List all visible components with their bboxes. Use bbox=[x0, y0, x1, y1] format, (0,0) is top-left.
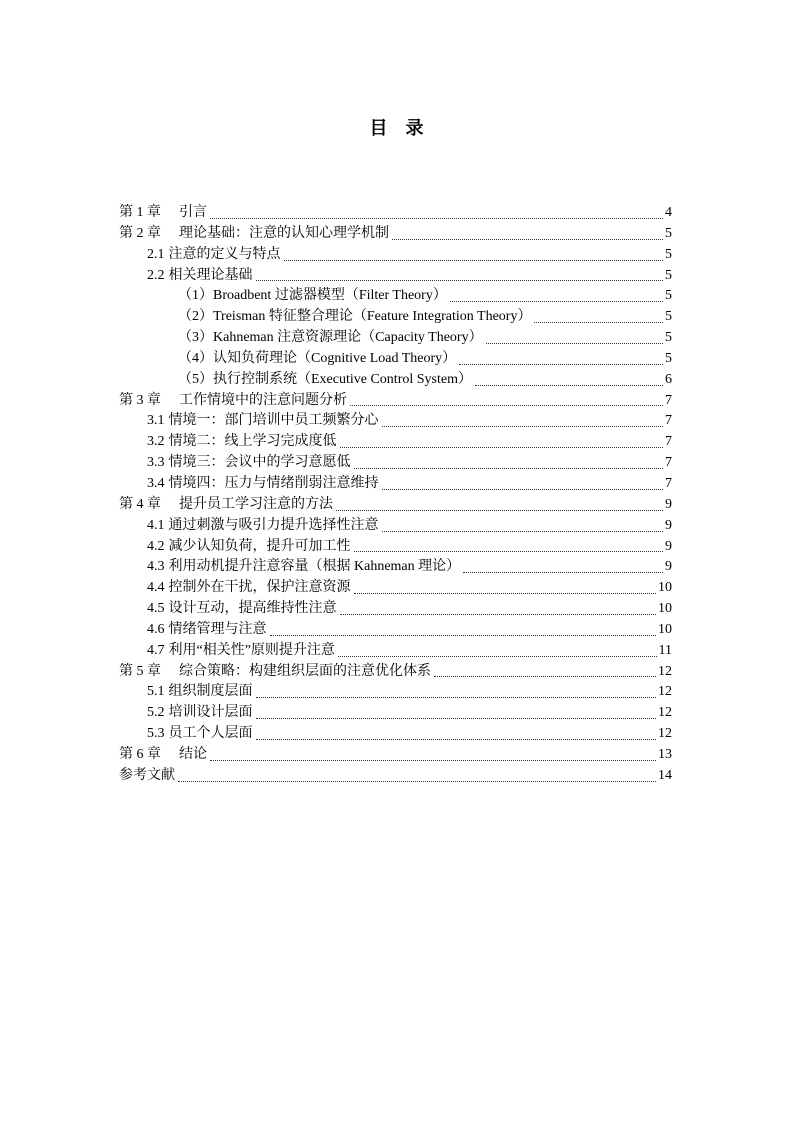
toc-entry[interactable] bbox=[119, 516, 672, 537]
dot-leader bbox=[350, 404, 663, 406]
toc-entry[interactable] bbox=[119, 474, 672, 495]
toc-entry-number: 5.1 bbox=[147, 684, 165, 700]
toc-entry-page: 14 bbox=[658, 767, 672, 783]
dot-leader bbox=[475, 384, 663, 386]
toc-entry[interactable] bbox=[119, 328, 672, 349]
toc-entry[interactable] bbox=[119, 370, 672, 391]
toc-entry-label bbox=[178, 370, 472, 391]
toc-entry-page: 9 bbox=[665, 517, 672, 533]
toc-entry-number: 第 1 章 bbox=[119, 205, 161, 220]
toc-entry-title: 综合策略：构建组织层面的注意优化体系 bbox=[179, 663, 431, 679]
dot-leader bbox=[338, 655, 657, 657]
dot-leader bbox=[392, 238, 663, 240]
dot-leader bbox=[340, 446, 664, 448]
dot-leader bbox=[210, 217, 663, 219]
toc-entry-page: 7 bbox=[665, 434, 672, 450]
toc-entry-number: 第 4 章 bbox=[119, 496, 161, 512]
toc-entry-number: 4.1 bbox=[147, 517, 165, 533]
toc-entry-label bbox=[147, 578, 351, 599]
toc-entry-page: 12 bbox=[658, 705, 672, 721]
toc-entry-page: 5 bbox=[665, 288, 672, 304]
toc-entry-page: 13 bbox=[658, 746, 672, 762]
toc-entry-label bbox=[147, 411, 379, 432]
toc-entry[interactable] bbox=[119, 662, 672, 683]
toc-entry-title: 认知负荷理论（Cognitive Load Theory） bbox=[213, 350, 457, 366]
toc-entry-page: 7 bbox=[665, 455, 672, 471]
toc-entry-page: 12 bbox=[658, 726, 672, 742]
toc-entry[interactable] bbox=[119, 286, 672, 307]
toc-entry-number: （5） bbox=[178, 371, 213, 387]
toc-entry-title: 利用“相关性”原则提升注意 bbox=[168, 642, 335, 658]
toc-entry-label bbox=[178, 286, 447, 307]
toc-entry-title: 通过刺激与吸引力提升选择性注意 bbox=[168, 517, 379, 533]
toc-entry-page: 11 bbox=[658, 642, 672, 658]
toc-entry-label bbox=[147, 516, 379, 537]
toc-entry-label bbox=[119, 662, 431, 683]
dot-leader bbox=[354, 592, 657, 594]
toc-entry-page: 12 bbox=[658, 663, 672, 679]
toc-entry-page: 5 bbox=[665, 330, 672, 346]
toc-entry-title: 工作情境中的注意问题分析 bbox=[179, 392, 347, 408]
toc-entry-page: 7 bbox=[665, 413, 672, 429]
toc-entry-title: 相关理论基础 bbox=[168, 267, 253, 283]
toc-entry[interactable] bbox=[119, 266, 672, 287]
toc-entry-label bbox=[147, 620, 267, 641]
toc-entry-title: 参考文献 bbox=[119, 767, 175, 783]
dot-leader bbox=[463, 571, 663, 573]
toc-entry-page: 5 bbox=[665, 246, 672, 262]
dot-leader bbox=[256, 738, 657, 740]
toc-entry-title: 结论 bbox=[179, 746, 207, 762]
dot-leader bbox=[284, 259, 664, 261]
toc-entry-label bbox=[147, 557, 460, 578]
toc-entry-title: 设计互动，提高维持性注意 bbox=[168, 601, 337, 617]
toc-entry-page: 10 bbox=[658, 601, 672, 617]
dot-leader bbox=[459, 363, 663, 365]
toc-entry[interactable] bbox=[119, 578, 672, 599]
dot-leader bbox=[486, 342, 663, 344]
toc-entry-number: 第 6 章 bbox=[119, 746, 161, 762]
toc-entry[interactable] bbox=[119, 453, 672, 474]
dot-leader bbox=[178, 780, 656, 782]
toc-entry-number: 2.2 bbox=[147, 267, 165, 283]
toc-entry-page: 5 bbox=[665, 350, 672, 366]
toc-entry-title: 情境四：压力与情绪削弱注意维持 bbox=[168, 475, 379, 491]
toc-entry-number: 4.6 bbox=[147, 621, 165, 637]
toc-entry-number: 5.2 bbox=[147, 705, 165, 721]
toc-entry[interactable] bbox=[119, 495, 672, 516]
toc-entry-number: 3.2 bbox=[147, 434, 165, 450]
toc-entry[interactable] bbox=[119, 537, 672, 558]
toc-entry-label bbox=[178, 307, 531, 328]
toc-entry-title: 组织制度层面 bbox=[168, 684, 253, 700]
toc-entry-page: 9 bbox=[665, 496, 672, 512]
dot-leader bbox=[256, 696, 657, 698]
toc-entry[interactable] bbox=[119, 203, 672, 224]
toc-entry-number: 第 2 章 bbox=[119, 225, 161, 241]
dot-leader bbox=[256, 717, 657, 719]
toc-entry-title: 注意的定义与特点 bbox=[168, 246, 281, 262]
toc-entry[interactable] bbox=[119, 724, 672, 745]
toc-entry-label bbox=[119, 766, 175, 787]
toc-entry-label bbox=[147, 245, 281, 266]
toc-entry-number: 2.1 bbox=[147, 246, 165, 262]
toc-entry-number: 4.3 bbox=[147, 559, 165, 575]
toc-entry[interactable] bbox=[119, 766, 672, 787]
toc-entry-label bbox=[119, 224, 389, 245]
toc-entry-number: 3.4 bbox=[147, 475, 165, 491]
toc-entry-label bbox=[119, 495, 333, 516]
toc-entry-title: 提升员工学习注意的方法 bbox=[179, 496, 333, 512]
toc-entry-number: （1） bbox=[178, 288, 213, 304]
toc-entry-number: 第 5 章 bbox=[119, 663, 161, 679]
toc-entry-page: 10 bbox=[658, 580, 672, 596]
toc-entry-number: 第 3 章 bbox=[119, 392, 161, 408]
toc-entry[interactable] bbox=[119, 391, 672, 412]
toc-entry-number: 4.2 bbox=[147, 538, 165, 554]
toc-entry-page: 4 bbox=[665, 205, 672, 220]
toc-entry-label bbox=[119, 203, 207, 224]
toc-entry-title: 情境一：部门培训中员工频繁分心 bbox=[168, 413, 379, 429]
toc-entry-label bbox=[147, 474, 379, 495]
toc-entry[interactable] bbox=[119, 349, 672, 370]
toc-entry[interactable] bbox=[119, 599, 672, 620]
dot-leader bbox=[354, 550, 664, 552]
dot-leader bbox=[434, 675, 656, 677]
dot-leader bbox=[336, 509, 663, 511]
dot-leader bbox=[382, 488, 664, 490]
toc-entry-label bbox=[147, 599, 337, 620]
toc-entry-number: 4.5 bbox=[147, 601, 165, 617]
toc-entry-label bbox=[119, 745, 207, 766]
toc-entry[interactable] bbox=[119, 224, 672, 245]
dot-leader bbox=[256, 279, 664, 281]
toc-entry-label bbox=[147, 724, 253, 745]
toc-entry-label bbox=[147, 703, 253, 724]
toc-entry-label bbox=[147, 682, 253, 703]
toc-entry-title: Kahneman 注意资源理论（Capacity Theory） bbox=[213, 330, 483, 346]
toc-entry[interactable] bbox=[119, 432, 672, 453]
dot-leader bbox=[210, 759, 656, 761]
toc-entry-number: （3） bbox=[178, 330, 213, 346]
toc-entry-title: 利用动机提升注意容量（根据 Kahneman 理论） bbox=[168, 559, 461, 575]
toc-entry[interactable] bbox=[119, 411, 672, 432]
table-of-contents bbox=[119, 203, 672, 787]
toc-entry[interactable] bbox=[119, 703, 672, 724]
toc-entry-title: 引言 bbox=[179, 205, 207, 220]
toc-entry-title: 情绪管理与注意 bbox=[168, 621, 267, 637]
toc-entry-number: （4） bbox=[178, 350, 213, 366]
dot-leader bbox=[354, 467, 664, 469]
toc-entry-number: 4.7 bbox=[147, 642, 165, 658]
dot-leader bbox=[382, 425, 664, 427]
toc-entry-title: 控制外在干扰，保护注意资源 bbox=[168, 580, 351, 596]
toc-entry[interactable] bbox=[119, 307, 672, 328]
dot-leader bbox=[340, 613, 657, 615]
toc-entry-number: 4.4 bbox=[147, 580, 165, 596]
toc-entry-page: 7 bbox=[665, 392, 672, 408]
toc-entry-number: 3.1 bbox=[147, 413, 165, 429]
toc-entry[interactable] bbox=[119, 745, 672, 766]
toc-entry-page: 7 bbox=[665, 475, 672, 491]
toc-entry-page: 10 bbox=[658, 621, 672, 637]
toc-entry-title: 情境三：会议中的学习意愿低 bbox=[168, 455, 351, 471]
dot-leader bbox=[382, 530, 664, 532]
toc-entry-title: Broadbent 过滤器模型（Filter Theory） bbox=[213, 288, 447, 304]
toc-entry[interactable] bbox=[119, 245, 672, 266]
toc-entry-title: 执行控制系统（Executive Control System） bbox=[213, 371, 472, 387]
toc-entry-label bbox=[178, 328, 483, 349]
toc-entry-title: 理论基础：注意的认知心理学机制 bbox=[179, 225, 389, 241]
toc-entry-page: 5 bbox=[665, 309, 672, 325]
dot-leader bbox=[450, 300, 663, 302]
toc-entry-label bbox=[147, 641, 335, 662]
toc-entry-title: Treisman 特征整合理论（Feature Integration Theory） bbox=[213, 309, 532, 325]
toc-entry-label bbox=[119, 391, 347, 412]
dot-leader bbox=[270, 634, 657, 636]
toc-entry-page: 9 bbox=[665, 538, 672, 554]
toc-entry-label bbox=[147, 432, 337, 453]
toc-entry-page: 6 bbox=[665, 371, 672, 387]
toc-entry-label bbox=[147, 453, 351, 474]
toc-entry-label bbox=[147, 266, 253, 287]
toc-entry-title: 培训设计层面 bbox=[168, 705, 253, 721]
toc-entry-page: 12 bbox=[658, 684, 672, 700]
toc-entry-number: （2） bbox=[178, 309, 213, 325]
toc-entry[interactable] bbox=[119, 641, 672, 662]
toc-entry-label bbox=[178, 349, 456, 370]
toc-entry-page: 9 bbox=[665, 559, 672, 575]
dot-leader bbox=[534, 321, 663, 323]
toc-entry-label bbox=[147, 537, 351, 558]
toc-entry-page: 5 bbox=[665, 267, 672, 283]
toc-entry[interactable] bbox=[119, 557, 672, 578]
toc-entry-number: 3.3 bbox=[147, 455, 165, 471]
toc-entry-title: 情境二：线上学习完成度低 bbox=[168, 434, 337, 450]
toc-entry-page: 5 bbox=[665, 225, 672, 241]
toc-entry-number: 5.3 bbox=[147, 726, 165, 742]
toc-entry-title: 员工个人层面 bbox=[168, 726, 253, 742]
page-title: 目录 bbox=[369, 118, 442, 140]
toc-entry[interactable] bbox=[119, 682, 672, 703]
toc-entry[interactable] bbox=[119, 620, 672, 641]
toc-entry-title: 减少认知负荷，提升可加工性 bbox=[168, 538, 351, 554]
